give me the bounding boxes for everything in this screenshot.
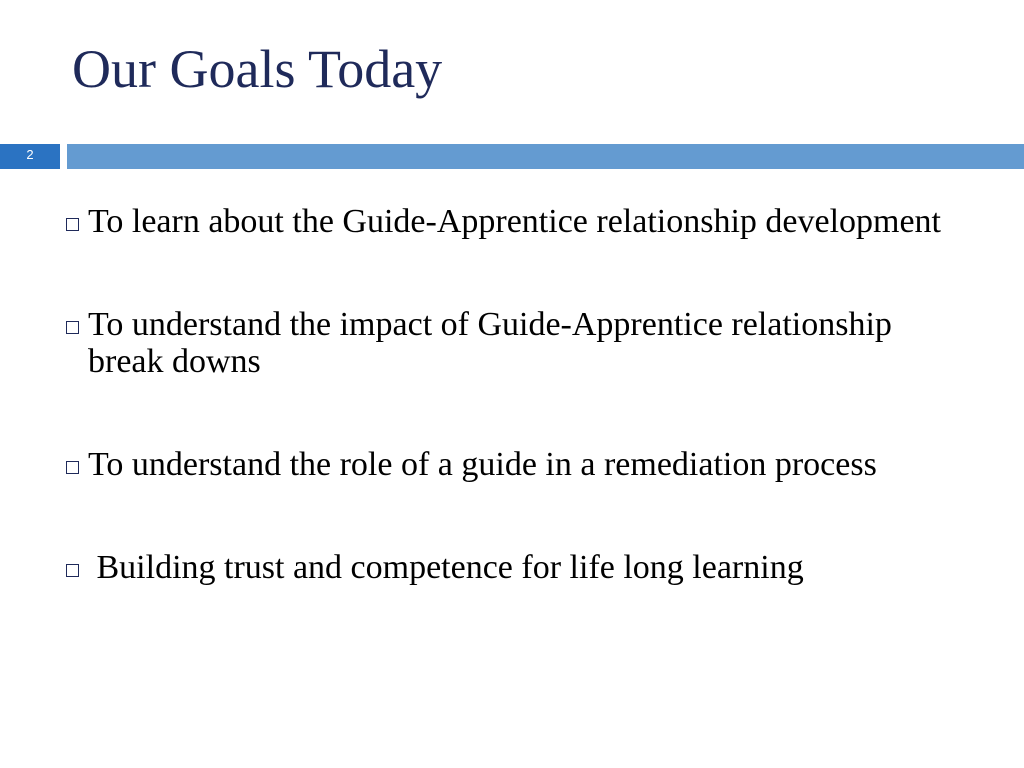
hollow-square-icon [66,321,79,334]
slide-title: Our Goals Today [72,39,443,99]
hollow-square-icon [66,461,79,474]
bullet-text: Building trust and competence for life long learning [88,549,804,586]
bullet-item [62,549,962,586]
bullet-text: To understand the impact of Guide-Apprentice relationship break downs [88,306,892,380]
bullet-item [62,446,962,483]
bullet-item [62,306,962,380]
bullet-text: To understand the role of a guide in a remediation process [88,446,877,483]
hollow-square-icon [66,564,79,577]
slide-number: 2 [26,147,34,162]
header-rule-right [67,144,1024,169]
bullet-text: To learn about the Guide-Apprentice relationship development [88,203,942,240]
hollow-square-icon [66,218,79,231]
bullet-item [62,203,962,240]
bullet-list [62,203,962,586]
